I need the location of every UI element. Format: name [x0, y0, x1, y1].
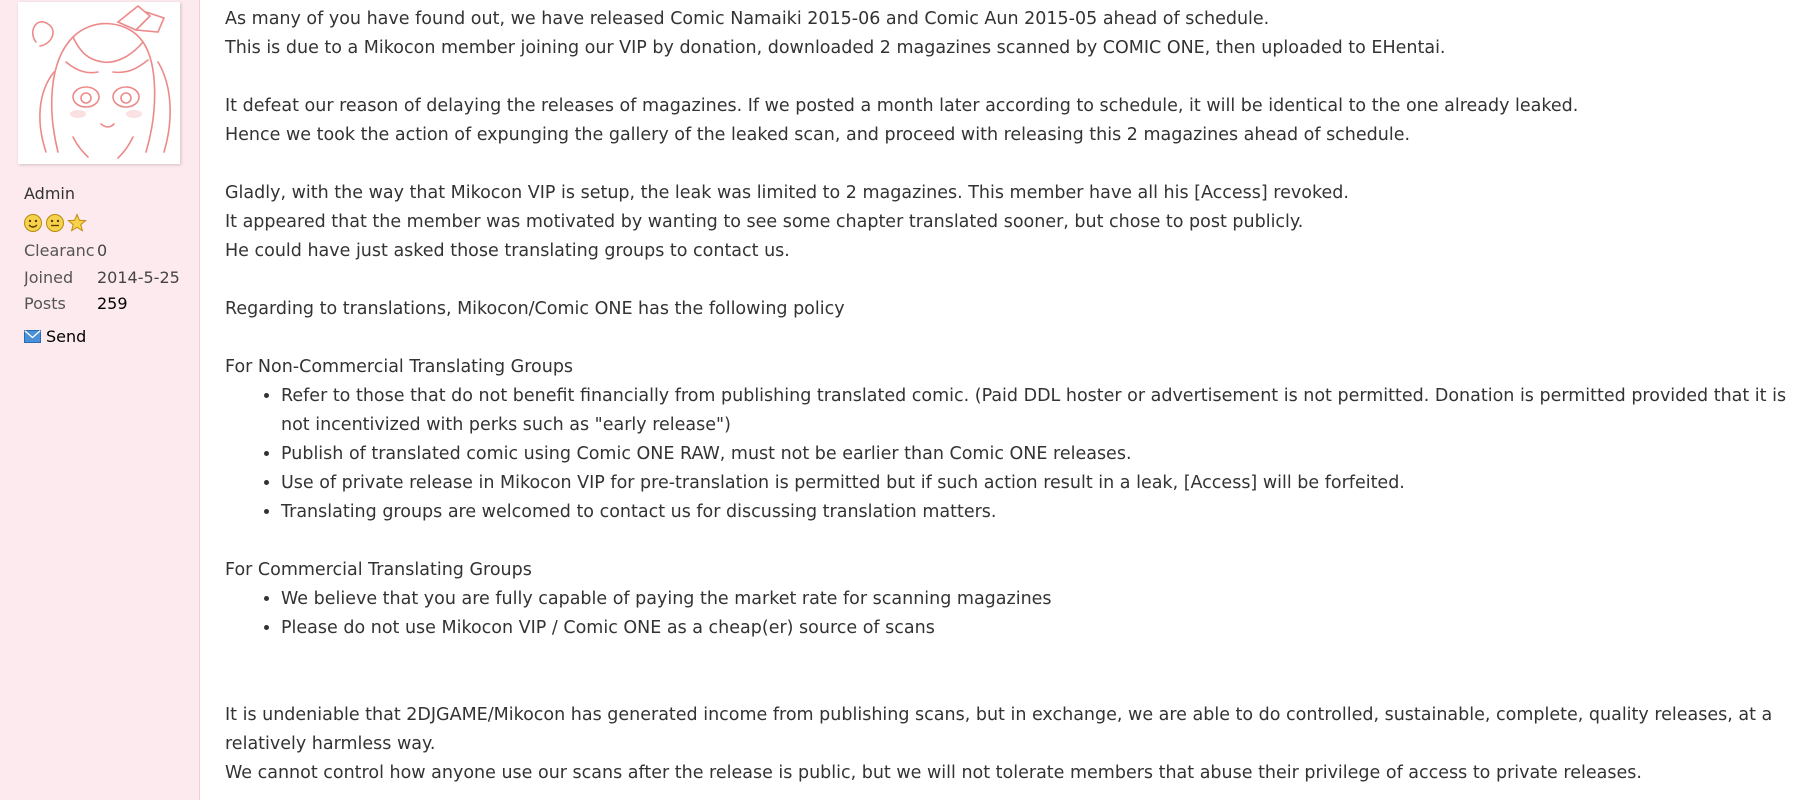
commercial-list: [225, 585, 1809, 643]
list-item: • Use of private release in Mikocon VIP for pre-translation is permitted but if such action result in a leak, [Access] will be forfeited.: [281, 469, 1809, 498]
stat-value[interactable]: 259: [97, 294, 128, 313]
paragraph-line: It is undeniable that 2DJGAME/Mikocon has generated income from publishing scans, but in exchange, we are able to do controlled, sustainable, complete, quality releases, at a relatively harmless way.: [225, 705, 1773, 754]
list-item: • Please do not use Mikocon VIP / Comic ONE as a cheap(er) source of scans: [281, 614, 1809, 643]
medal-row: [23, 213, 87, 233]
user-info-panel: [0, 0, 200, 800]
paragraph-line: It appeared that the member was motivated by wanting to see some chapter translated sooner, but chose to post publicly.: [225, 212, 1304, 232]
list-item: • Refer to those that do not benefit financially from publishing translated comic. (Paid DDL hoster or advertisement is not permitted. Donation is permitted provided that it is not incentivized with perks such as "early release"): [281, 382, 1809, 440]
stat-joined: [24, 268, 180, 287]
stat-value: 2014-5-25: [97, 268, 180, 287]
paragraph-line: Hence we took the action of expunging the gallery of the leaked scan, and proceed with releasing this 2 magazines ahead of schedule.: [225, 125, 1411, 145]
section-heading: For Non-Commercial Translating Groups: [225, 357, 574, 377]
paragraph-line: We cannot control how anyone use our scans after the release is public, but we will not tolerate members that abuse their privilege of access to private releases.: [225, 763, 1642, 783]
stat-label: Clearanc: [24, 241, 95, 260]
paragraph-line: Gladly, with the way that Mikocon VIP is setup, the leak was limited to 2 magazines. This member have all his [Access] revoked.: [225, 183, 1349, 203]
section-heading: For Commercial Translating Groups: [225, 560, 532, 580]
send-label: Send: [46, 327, 87, 346]
policy-intro: Regarding to translations, Mikocon/Comic ONE has the following policy: [225, 299, 845, 319]
stat-label: Joined: [24, 268, 74, 287]
paragraph-line: It defeat our reason of delaying the releases of magazines. If we posted a month later according to schedule, it will be identical to the one already leaked.: [225, 96, 1579, 116]
paragraph-line: As many of you have found out, we have released Comic Namaiki 2015-06 and Comic Aun 2015-05 ahead of schedule.: [225, 9, 1270, 29]
send-message-button[interactable]: [24, 327, 86, 346]
stat-clearance: [24, 241, 107, 260]
grin-face-icon: [45, 213, 65, 233]
envelope-icon: [24, 330, 41, 343]
noncommercial-list: [225, 382, 1809, 527]
stat-value: 0: [97, 241, 108, 260]
list-item: • Publish of translated comic using Comic ONE RAW, must not be earlier than Comic ONE releases.: [281, 440, 1809, 469]
post-content: [225, 5, 1809, 788]
stat-posts[interactable]: [24, 294, 128, 313]
grin-face-icon: [23, 213, 43, 233]
paragraph-line: This is due to a Mikocon member joining our VIP by donation, downloaded 2 magazines scanned by COMIC ONE, then uploaded to EHentai.: [225, 38, 1446, 58]
list-item: • Translating groups are welcomed to contact us for discussing translation matters.: [281, 498, 1809, 527]
username[interactable]: Admin: [24, 184, 75, 203]
star-icon: [67, 213, 87, 233]
paragraph-line: He could have just asked those translating groups to contact us.: [225, 241, 790, 261]
list-item: • We believe that you are fully capable of paying the market rate for scanning magazines: [281, 585, 1809, 614]
stat-label: Posts: [24, 294, 66, 313]
avatar[interactable]: [18, 2, 180, 164]
